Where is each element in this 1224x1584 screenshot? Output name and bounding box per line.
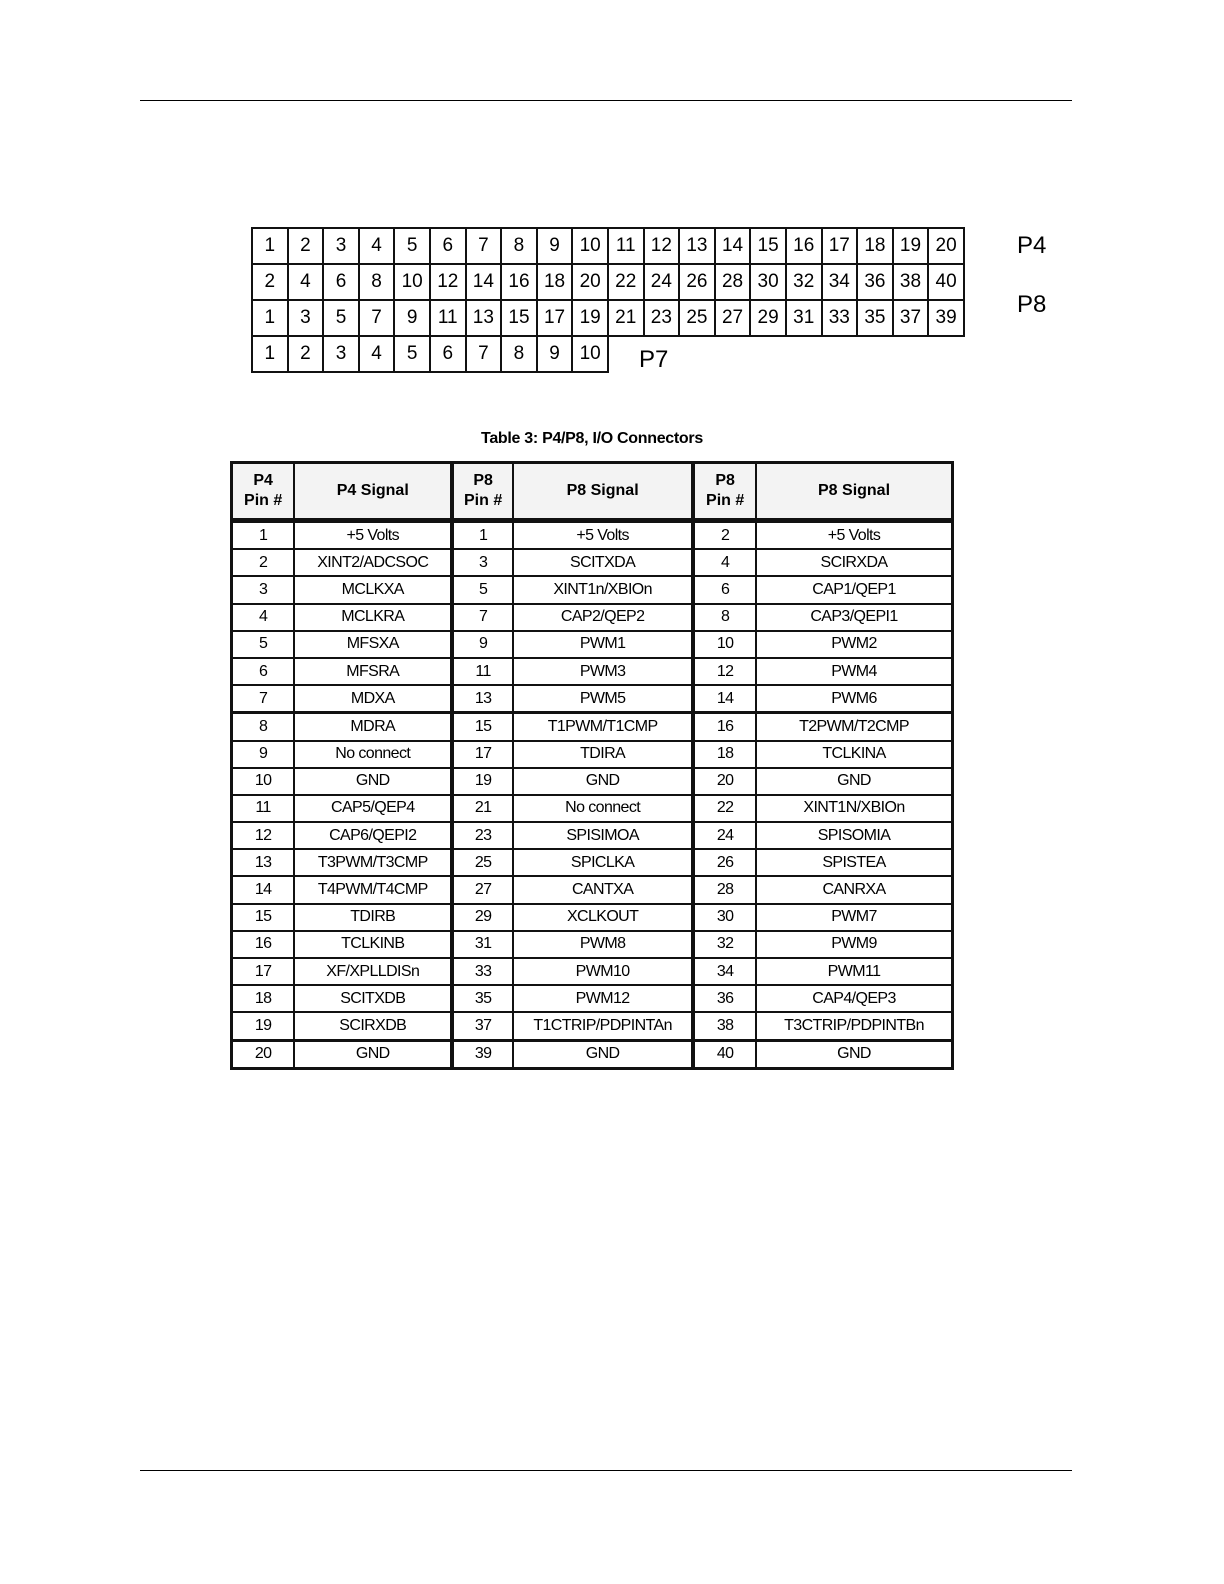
pin-cell: 4 [288, 264, 324, 300]
pin-cell: 2 [252, 264, 288, 300]
table-row [232, 931, 953, 958]
pin-row [252, 300, 964, 336]
pin-number-cell: 33 [452, 958, 513, 985]
pin-number-cell: 25 [452, 849, 513, 876]
table-header-cell: P8 Signal [756, 463, 952, 521]
signal-cell: MCLKRA [294, 604, 452, 631]
signal-cell: PWM5 [513, 685, 693, 713]
signal-cell: SCIRXDA [756, 549, 952, 576]
pin-cell: 3 [323, 336, 359, 372]
signal-cell: XINT1n/XBIOn [513, 576, 693, 603]
signal-cell: T3CTRIP/PDPINTBn [756, 1012, 952, 1040]
signal-cell: T4PWM/T4CMP [294, 876, 452, 903]
pin-cell: 7 [359, 300, 395, 336]
signal-cell: SPICLKA [513, 849, 693, 876]
signal-cell: TDIRB [294, 904, 452, 931]
pin-number-cell: 14 [693, 685, 756, 713]
signal-cell: MFSRA [294, 658, 452, 685]
pin-number-cell: 30 [693, 904, 756, 931]
pin-number-cell: 26 [693, 849, 756, 876]
pin-number-cell: 17 [232, 958, 295, 985]
pin-cell: 32 [786, 264, 822, 300]
pin-cell: 4 [359, 228, 395, 264]
signal-cell: PWM3 [513, 658, 693, 685]
pin-cell: 9 [537, 228, 573, 264]
pin-cell: 34 [822, 264, 858, 300]
pin-number-cell: 24 [693, 822, 756, 849]
pin-number-cell: 5 [452, 576, 513, 603]
pin-cell: 31 [786, 300, 822, 336]
pin-row [252, 336, 964, 372]
signal-cell: PWM6 [756, 685, 952, 713]
pin-number-cell: 34 [693, 958, 756, 985]
pin-cell: 11 [430, 300, 466, 336]
table-row [232, 604, 953, 631]
signal-cell: XCLKOUT [513, 904, 693, 931]
table-row [232, 1040, 953, 1068]
pin-number-cell: 40 [693, 1040, 756, 1068]
pin-cell: 3 [288, 300, 324, 336]
pin-number-cell: 37 [452, 1012, 513, 1040]
table-row [232, 576, 953, 603]
pin-cell: 5 [323, 300, 359, 336]
pin-number-cell: 10 [232, 768, 295, 795]
connector-label-p8: P8 [1017, 291, 1047, 318]
signal-cell: TDIRA [513, 741, 693, 768]
signal-cell: MDXA [294, 685, 452, 713]
pin-cell: 8 [501, 228, 537, 264]
pin-cell: 1 [252, 300, 288, 336]
pin-number-cell: 18 [232, 985, 295, 1012]
table-row [232, 985, 953, 1012]
signal-cell: PWM1 [513, 631, 693, 658]
signal-cell: GND [513, 768, 693, 795]
table-header-row [232, 463, 953, 521]
signal-cell: PWM12 [513, 985, 693, 1012]
table-row [232, 658, 953, 685]
pin-cell: 11 [608, 228, 644, 264]
pin-cell: 4 [359, 336, 395, 372]
signal-cell: SPISTEA [756, 849, 952, 876]
pin-number-cell: 20 [232, 1040, 295, 1068]
table-row [232, 768, 953, 795]
pin-number-cell: 12 [693, 658, 756, 685]
pin-number-cell: 35 [452, 985, 513, 1012]
signal-cell: PWM11 [756, 958, 952, 985]
pin-cell: 17 [822, 228, 858, 264]
connector-label-p7: P7 [639, 346, 669, 373]
pin-number-cell: 7 [232, 685, 295, 713]
pin-cell: 5 [394, 228, 430, 264]
pin-cell: 27 [715, 300, 751, 336]
pin-number-cell: 16 [232, 931, 295, 958]
table-row [232, 741, 953, 768]
pin-number-cell: 6 [232, 658, 295, 685]
pin-cell: 15 [501, 300, 537, 336]
signal-cell: CAP3/QEPI1 [756, 604, 952, 631]
table-header-cell: P4 Pin # [232, 463, 295, 521]
signal-cell: T1CTRIP/PDPINTAn [513, 1012, 693, 1040]
pin-cell: 6 [323, 264, 359, 300]
pin-number-cell: 11 [232, 795, 295, 822]
signal-cell: SCIRXDB [294, 1012, 452, 1040]
signal-cell: XINT2/ADCSOC [294, 549, 452, 576]
pin-number-cell: 12 [232, 822, 295, 849]
signal-cell: +5 Volts [294, 521, 452, 550]
pin-number-cell: 36 [693, 985, 756, 1012]
pin-cell: 10 [572, 336, 608, 372]
table-row [232, 549, 953, 576]
pin-cell: 23 [644, 300, 680, 336]
signal-cell: PWM10 [513, 958, 693, 985]
signal-cell: GND [756, 1040, 952, 1068]
pin-row [252, 228, 964, 264]
signal-cell: GND [756, 768, 952, 795]
pin-cell: 36 [857, 264, 893, 300]
signal-cell: PWM9 [756, 931, 952, 958]
signal-cell: XINT1N/XBIOn [756, 795, 952, 822]
table-row [232, 822, 953, 849]
pin-cell: 10 [572, 228, 608, 264]
signal-cell: CANRXA [756, 876, 952, 903]
pin-number-cell: 9 [452, 631, 513, 658]
pin-cell: 8 [359, 264, 395, 300]
pin-cell: 30 [750, 264, 786, 300]
signal-cell: CAP2/QEP2 [513, 604, 693, 631]
signal-cell: PWM2 [756, 631, 952, 658]
pin-cell: 10 [394, 264, 430, 300]
pin-cell: 19 [893, 228, 929, 264]
table-row [232, 713, 953, 741]
pin-cell: 7 [466, 228, 502, 264]
pin-number-cell: 4 [693, 549, 756, 576]
signal-cell: No connect [513, 795, 693, 822]
pin-number-cell: 28 [693, 876, 756, 903]
table-row [232, 849, 953, 876]
table-header-cell: P8 Pin # [693, 463, 756, 521]
signal-cell: SCITXDB [294, 985, 452, 1012]
signal-cell: CAP6/QEPI2 [294, 822, 452, 849]
pin-number-cell: 16 [693, 713, 756, 741]
footer-rule [140, 1470, 1072, 1471]
pin-number-cell: 9 [232, 741, 295, 768]
pin-cell: 35 [857, 300, 893, 336]
pin-number-cell: 23 [452, 822, 513, 849]
pin-number-cell: 1 [232, 521, 295, 550]
pin-number-cell: 19 [452, 768, 513, 795]
signal-cell: +5 Volts [513, 521, 693, 550]
signal-cell: MCLKXA [294, 576, 452, 603]
signal-cell: No connect [294, 741, 452, 768]
pin-cell: 12 [644, 228, 680, 264]
pin-number-cell: 17 [452, 741, 513, 768]
table-header-cell: P8 Pin # [452, 463, 513, 521]
signal-cell: PWM8 [513, 931, 693, 958]
table-caption: Table 3: P4/P8, I/O Connectors [481, 430, 703, 447]
pin-cell: 1 [252, 228, 288, 264]
io-connector-table [230, 461, 954, 1070]
table-header-cell: P8 Signal [513, 463, 693, 521]
signal-cell: CANTXA [513, 876, 693, 903]
pin-row [252, 264, 964, 300]
pin-cell: 2 [288, 336, 324, 372]
signal-cell: TCLKINA [756, 741, 952, 768]
pin-cell: 39 [928, 300, 964, 336]
pin-cell: 20 [572, 264, 608, 300]
signal-cell: CAP1/QEP1 [756, 576, 952, 603]
pin-number-cell: 31 [452, 931, 513, 958]
signal-cell: MDRA [294, 713, 452, 741]
pin-cell: 8 [501, 336, 537, 372]
pin-cell: 26 [679, 264, 715, 300]
pin-number-cell: 27 [452, 876, 513, 903]
pin-cell: 14 [466, 264, 502, 300]
pin-number-cell: 15 [452, 713, 513, 741]
pin-cell: 25 [679, 300, 715, 336]
signal-cell: PWM4 [756, 658, 952, 685]
table-row [232, 795, 953, 822]
pin-cell: 21 [608, 300, 644, 336]
pin-cell: 18 [537, 264, 573, 300]
signal-cell: TCLKINB [294, 931, 452, 958]
pin-number-cell: 21 [452, 795, 513, 822]
signal-cell: T2PWM/T2CMP [756, 713, 952, 741]
pin-number-cell: 19 [232, 1012, 295, 1040]
pin-number-cell: 14 [232, 876, 295, 903]
pin-cell: 29 [750, 300, 786, 336]
pin-cell: 9 [394, 300, 430, 336]
pin-number-cell: 13 [452, 685, 513, 713]
pin-cell: 22 [608, 264, 644, 300]
pin-number-cell: 11 [452, 658, 513, 685]
pin-cell: 40 [928, 264, 964, 300]
pin-number-cell: 3 [452, 549, 513, 576]
signal-cell: CAP5/QEP4 [294, 795, 452, 822]
pin-number-cell: 32 [693, 931, 756, 958]
pin-number-cell: 22 [693, 795, 756, 822]
pin-number-cell: 38 [693, 1012, 756, 1040]
signal-cell: MFSXA [294, 631, 452, 658]
pin-cell: 19 [572, 300, 608, 336]
pin-number-cell: 29 [452, 904, 513, 931]
pin-number-cell: 18 [693, 741, 756, 768]
pin-number-cell: 39 [452, 1040, 513, 1068]
pin-number-cell: 3 [232, 576, 295, 603]
signal-cell: T3PWM/T3CMP [294, 849, 452, 876]
header-rule [140, 100, 1072, 101]
table-row [232, 1012, 953, 1040]
pin-cell: 16 [501, 264, 537, 300]
connector-pin-diagram [251, 227, 965, 373]
pin-cell: 6 [430, 336, 466, 372]
pin-cell: 38 [893, 264, 929, 300]
signal-cell: SCITXDA [513, 549, 693, 576]
table-row [232, 685, 953, 713]
pin-number-cell: 4 [232, 604, 295, 631]
signal-cell: SPISOMIA [756, 822, 952, 849]
table-header-cell: P4 Signal [294, 463, 452, 521]
signal-cell: SPISIMOA [513, 822, 693, 849]
signal-cell: GND [294, 768, 452, 795]
pin-number-cell: 2 [232, 549, 295, 576]
signal-cell: +5 Volts [756, 521, 952, 550]
pin-cell: 9 [537, 336, 573, 372]
signal-cell: CAP4/QEP3 [756, 985, 952, 1012]
table-row [232, 904, 953, 931]
pin-cell: 5 [394, 336, 430, 372]
pin-number-cell: 8 [693, 604, 756, 631]
signal-cell: PWM7 [756, 904, 952, 931]
pin-cell: 16 [786, 228, 822, 264]
pin-cell: 33 [822, 300, 858, 336]
table-row [232, 958, 953, 985]
signal-cell: T1PWM/T1CMP [513, 713, 693, 741]
pin-cell: 20 [928, 228, 964, 264]
pin-number-cell: 1 [452, 521, 513, 550]
pin-number-cell: 2 [693, 521, 756, 550]
pin-number-cell: 8 [232, 713, 295, 741]
pin-cell: 2 [288, 228, 324, 264]
pin-cell: 17 [537, 300, 573, 336]
pin-number-cell: 10 [693, 631, 756, 658]
pin-cell: 1 [252, 336, 288, 372]
pin-cell: 13 [679, 228, 715, 264]
pin-cell: 24 [644, 264, 680, 300]
pin-cell: 6 [430, 228, 466, 264]
table-row [232, 631, 953, 658]
pin-number-cell: 5 [232, 631, 295, 658]
pin-cell: 37 [893, 300, 929, 336]
pin-cell: 15 [750, 228, 786, 264]
pin-number-cell: 20 [693, 768, 756, 795]
pin-cell: 13 [466, 300, 502, 336]
table-row [232, 521, 953, 550]
pin-cell: 28 [715, 264, 751, 300]
signal-cell: GND [294, 1040, 452, 1068]
connector-label-p4: P4 [1017, 232, 1047, 259]
pin-number-cell: 13 [232, 849, 295, 876]
pin-number-cell: 15 [232, 904, 295, 931]
pin-cell: 12 [430, 264, 466, 300]
signal-cell: GND [513, 1040, 693, 1068]
pin-cell: 18 [857, 228, 893, 264]
pin-cell: 14 [715, 228, 751, 264]
pin-number-cell: 6 [693, 576, 756, 603]
pin-cell: 3 [323, 228, 359, 264]
table-row [232, 876, 953, 903]
pin-number-cell: 7 [452, 604, 513, 631]
signal-cell: XF/XPLLDISn [294, 958, 452, 985]
pin-cell: 7 [466, 336, 502, 372]
